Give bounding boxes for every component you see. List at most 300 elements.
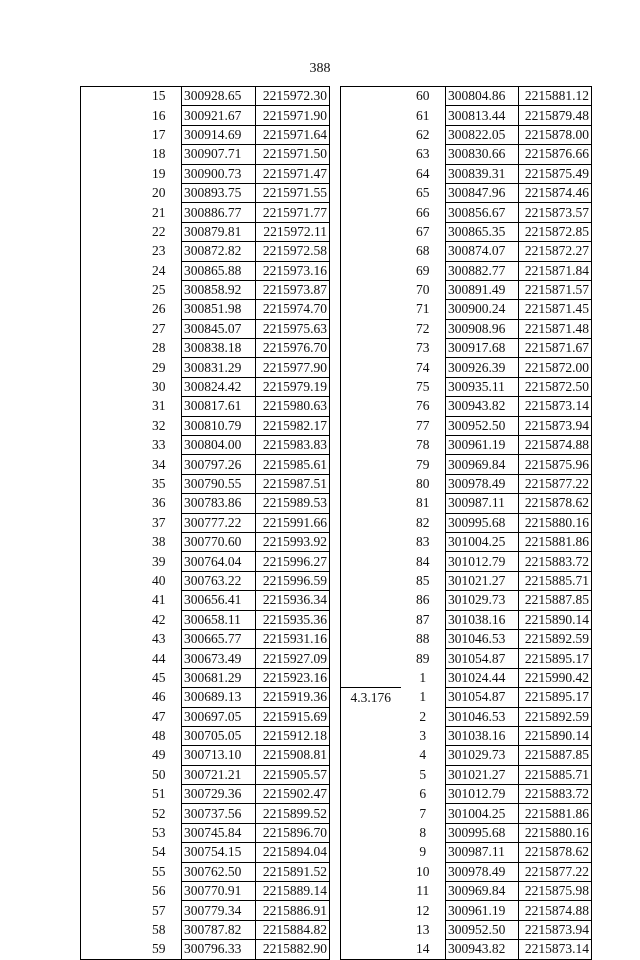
x-coordinate-cell: 300787.82 [182, 920, 256, 939]
y-coordinate-cell: 2215873.57 [519, 203, 592, 222]
section-label-cell [341, 843, 401, 862]
section-label-cell [81, 862, 137, 881]
section-label-cell [81, 571, 137, 590]
table-row [81, 804, 330, 823]
x-coordinate-cell: 300783.86 [182, 494, 256, 513]
table-row [341, 145, 592, 164]
section-label-cell [341, 183, 401, 202]
y-coordinate-cell: 2215991.66 [256, 513, 330, 532]
x-coordinate-cell: 300804.00 [182, 436, 256, 455]
point-number-cell: 21 [152, 204, 166, 220]
x-coordinate-cell: 300952.50 [446, 416, 519, 435]
point-number-cell: 80 [416, 476, 430, 491]
point-number-cell: 8 [419, 825, 427, 841]
section-label-cell [341, 242, 401, 261]
y-coordinate-cell: 2215971.50 [256, 145, 330, 164]
y-coordinate-cell: 2215876.66 [519, 145, 592, 164]
x-coordinate-cell: 300770.91 [182, 882, 256, 901]
section-label-cell [81, 688, 137, 707]
y-coordinate-cell: 2215878.00 [519, 125, 592, 144]
table-row [81, 726, 330, 745]
section-label-cell [341, 280, 401, 299]
section-label-cell [81, 940, 137, 959]
point-number-cell: 22 [152, 223, 166, 239]
x-coordinate-cell: 300914.69 [182, 125, 256, 144]
point-number-cell: 37 [152, 514, 166, 530]
x-coordinate-cell: 300874.07 [446, 242, 519, 261]
point-number-cell: 42 [152, 611, 166, 627]
x-coordinate-cell: 300926.39 [446, 358, 519, 377]
y-coordinate-cell: 2215877.22 [519, 862, 592, 881]
x-coordinate-cell: 300822.05 [446, 125, 519, 144]
x-coordinate-cell: 301054.87 [446, 688, 519, 707]
x-coordinate-cell: 301046.53 [446, 629, 519, 648]
x-coordinate-cell: 301038.16 [446, 610, 519, 629]
section-label-cell [341, 862, 401, 881]
y-coordinate-cell: 2215872.00 [519, 358, 592, 377]
point-number-cell: 1 [419, 689, 427, 705]
point-number-cell: 7 [419, 805, 427, 821]
table-row [81, 416, 330, 435]
x-coordinate-cell: 301054.87 [446, 649, 519, 668]
section-label-cell [81, 377, 137, 396]
point-number-cell: 6 [419, 786, 427, 802]
table-row [341, 164, 592, 183]
table-row [81, 591, 330, 610]
x-coordinate-cell: 300777.22 [182, 513, 256, 532]
point-number-cell: 49 [152, 747, 166, 763]
x-coordinate-cell: 300658.11 [182, 610, 256, 629]
section-label-cell [81, 843, 137, 862]
point-number-cell: 65 [416, 185, 430, 201]
y-coordinate-cell: 2215973.16 [256, 261, 330, 280]
y-coordinate-cell: 2215885.71 [519, 765, 592, 784]
table-row [341, 300, 592, 319]
table-row [81, 882, 330, 901]
point-number-cell: 73 [416, 340, 430, 356]
y-coordinate-cell: 2215983.83 [256, 436, 330, 455]
point-number-cell: 81 [416, 495, 430, 511]
x-coordinate-cell: 300907.71 [182, 145, 256, 164]
table-row [341, 571, 592, 590]
x-coordinate-cell: 300813.44 [446, 106, 519, 125]
x-coordinate-cell: 300838.18 [182, 339, 256, 358]
point-number-cell: 70 [416, 282, 430, 298]
section-label-cell [81, 455, 137, 474]
x-coordinate-cell: 300705.05 [182, 726, 256, 745]
point-number-cell: 54 [152, 844, 166, 860]
section-label-cell [341, 474, 401, 493]
point-number-cell: 16 [152, 107, 166, 123]
point-number-cell: 88 [416, 631, 430, 647]
y-coordinate-cell: 2215884.82 [256, 920, 330, 939]
section-label-cell: 4.3.176 [341, 688, 401, 707]
y-coordinate-cell: 2215890.14 [519, 726, 592, 745]
x-coordinate-cell: 300987.11 [446, 843, 519, 862]
y-coordinate-cell: 2215871.57 [519, 280, 592, 299]
x-coordinate-cell: 300893.75 [182, 183, 256, 202]
y-coordinate-cell: 2215923.16 [256, 668, 330, 687]
point-number-cell: 86 [416, 592, 430, 608]
y-coordinate-cell: 2215875.96 [519, 455, 592, 474]
section-label-cell [341, 823, 401, 842]
x-coordinate-cell: 300665.77 [182, 629, 256, 648]
y-coordinate-cell: 2215894.04 [256, 843, 330, 862]
y-coordinate-cell: 2215971.77 [256, 203, 330, 222]
x-coordinate-cell: 300790.55 [182, 474, 256, 493]
table-row [341, 668, 592, 687]
table-row [81, 397, 330, 416]
x-coordinate-cell: 300810.79 [182, 416, 256, 435]
point-number-cell: 35 [152, 476, 166, 491]
table-row [341, 377, 592, 396]
x-coordinate-cell: 301046.53 [446, 707, 519, 726]
y-coordinate-cell: 2215873.14 [519, 940, 592, 959]
x-coordinate-cell: 300796.33 [182, 940, 256, 959]
point-number-cell: 24 [152, 262, 166, 278]
x-coordinate-cell: 300764.04 [182, 552, 256, 571]
table-row [81, 649, 330, 668]
point-number-cell: 23 [152, 243, 166, 259]
y-coordinate-cell: 2215878.62 [519, 494, 592, 513]
x-coordinate-cell: 300943.82 [446, 940, 519, 959]
y-coordinate-cell: 2215989.53 [256, 494, 330, 513]
table-row [341, 552, 592, 571]
y-coordinate-cell: 2215871.48 [519, 319, 592, 338]
y-coordinate-cell: 2215972.30 [256, 87, 330, 106]
table-row [81, 668, 330, 687]
point-number-cell: 78 [416, 437, 430, 453]
y-coordinate-cell: 2215880.16 [519, 823, 592, 842]
table-row [81, 261, 330, 280]
section-label-cell [341, 397, 401, 416]
y-coordinate-cell: 2215927.09 [256, 649, 330, 668]
y-coordinate-cell: 2215881.86 [519, 532, 592, 551]
section-label-cell [341, 416, 401, 435]
y-coordinate-cell: 2215979.19 [256, 377, 330, 396]
section-label-cell [341, 106, 401, 125]
y-coordinate-cell: 2215874.46 [519, 183, 592, 202]
y-coordinate-cell: 2215974.70 [256, 300, 330, 319]
point-number-cell: 85 [416, 572, 430, 588]
table-row [81, 183, 330, 202]
section-label-cell [81, 280, 137, 299]
point-number-cell: 45 [152, 669, 166, 685]
x-coordinate-cell: 301029.73 [446, 591, 519, 610]
x-coordinate-cell: 300900.24 [446, 300, 519, 319]
section-label-cell [341, 707, 401, 726]
y-coordinate-cell: 2215896.70 [256, 823, 330, 842]
y-coordinate-cell: 2215980.63 [256, 397, 330, 416]
y-coordinate-cell: 2215871.67 [519, 339, 592, 358]
table-row [81, 765, 330, 784]
table-row [341, 125, 592, 144]
section-label-cell [341, 591, 401, 610]
section-label-cell [81, 358, 137, 377]
x-coordinate-cell: 300879.81 [182, 222, 256, 241]
section-label-cell [341, 552, 401, 571]
y-coordinate-cell: 2215875.98 [519, 882, 592, 901]
x-coordinate-cell: 300673.49 [182, 649, 256, 668]
y-coordinate-cell: 2215895.17 [519, 649, 592, 668]
x-coordinate-cell: 300886.77 [182, 203, 256, 222]
y-coordinate-cell: 2215971.64 [256, 125, 330, 144]
table-row [81, 920, 330, 939]
table-row [341, 610, 592, 629]
section-label-cell [341, 765, 401, 784]
x-coordinate-cell: 300969.84 [446, 455, 519, 474]
section-label-cell [81, 203, 137, 222]
section-label-cell [341, 164, 401, 183]
table-row [341, 106, 592, 125]
x-coordinate-cell: 300681.29 [182, 668, 256, 687]
x-coordinate-cell: 300900.73 [182, 164, 256, 183]
point-number-cell: 2 [419, 708, 427, 724]
section-label-cell [341, 610, 401, 629]
y-coordinate-cell: 2215889.14 [256, 882, 330, 901]
right-coordinate-table [340, 86, 592, 960]
point-number-cell: 82 [416, 514, 430, 530]
point-number-cell: 28 [152, 340, 166, 356]
x-coordinate-cell: 300978.49 [446, 474, 519, 493]
section-label-cell [341, 203, 401, 222]
section-label-cell [341, 746, 401, 765]
section-label-cell [81, 804, 137, 823]
point-number-cell: 84 [416, 553, 430, 569]
table-row [81, 843, 330, 862]
table-row [341, 358, 592, 377]
point-number-cell: 15 [137, 87, 182, 106]
section-label-cell [81, 300, 137, 319]
section-label-cell [81, 339, 137, 358]
page-number: 388 [309, 61, 331, 76]
x-coordinate-cell: 301038.16 [446, 726, 519, 745]
x-coordinate-cell: 300729.36 [182, 785, 256, 804]
x-coordinate-cell: 300943.82 [446, 397, 519, 416]
point-number-cell: 61 [416, 107, 430, 123]
section-label-cell [81, 416, 137, 435]
y-coordinate-cell: 2215905.57 [256, 765, 330, 784]
x-coordinate-cell: 301021.27 [446, 571, 519, 590]
point-number-cell: 44 [152, 650, 166, 666]
section-label-cell [341, 319, 401, 338]
point-number-cell: 33 [152, 437, 166, 453]
point-number-cell: 1 [419, 669, 427, 685]
y-coordinate-cell: 2215872.85 [519, 222, 592, 241]
y-coordinate-cell: 2215874.88 [519, 901, 592, 920]
x-coordinate-cell: 300817.61 [182, 397, 256, 416]
x-coordinate-cell: 300797.26 [182, 455, 256, 474]
x-coordinate-cell: 301012.79 [446, 785, 519, 804]
y-coordinate-cell: 2215973.87 [256, 280, 330, 299]
point-number-cell: 69 [416, 262, 430, 278]
point-number-cell: 66 [416, 204, 430, 220]
x-coordinate-cell: 300978.49 [446, 862, 519, 881]
y-coordinate-cell: 2215879.48 [519, 106, 592, 125]
x-coordinate-cell: 300745.84 [182, 823, 256, 842]
x-coordinate-cell: 300908.96 [446, 319, 519, 338]
section-label-cell [341, 668, 401, 687]
section-label-cell [81, 629, 137, 648]
table-row [81, 610, 330, 629]
x-coordinate-cell: 300969.84 [446, 882, 519, 901]
x-coordinate-cell: 301029.73 [446, 746, 519, 765]
table-row [341, 707, 592, 726]
table-row [81, 707, 330, 726]
table-row [81, 455, 330, 474]
point-number-cell: 20 [152, 185, 166, 201]
table-row [341, 823, 592, 842]
table-row [341, 87, 592, 106]
table-row [341, 804, 592, 823]
x-coordinate-cell: 300882.77 [446, 261, 519, 280]
table-row [341, 746, 592, 765]
x-coordinate-cell: 300928.65 [182, 87, 256, 106]
table-row [341, 494, 592, 513]
section-label-cell [341, 358, 401, 377]
section-label-cell [341, 920, 401, 939]
section-label-cell [81, 494, 137, 513]
section-label-cell [341, 145, 401, 164]
x-coordinate-cell: 300995.68 [446, 513, 519, 532]
y-coordinate-cell: 2215971.90 [256, 106, 330, 125]
point-number-cell: 72 [416, 320, 430, 336]
x-coordinate-cell: 300721.21 [182, 765, 256, 784]
x-coordinate-cell: 300865.35 [446, 222, 519, 241]
point-number-cell: 63 [416, 146, 430, 162]
y-coordinate-cell: 2215908.81 [256, 746, 330, 765]
table-row [81, 474, 330, 493]
point-number-cell: 52 [152, 805, 166, 821]
y-coordinate-cell: 2215880.16 [519, 513, 592, 532]
section-label-cell [341, 629, 401, 648]
table-row [81, 145, 330, 164]
x-coordinate-cell: 300921.67 [182, 106, 256, 125]
table-row [341, 242, 592, 261]
point-number-cell: 62 [416, 126, 430, 142]
section-label-cell [81, 920, 137, 939]
x-coordinate-cell: 300858.92 [182, 280, 256, 299]
table-row [341, 862, 592, 881]
table-row [341, 843, 592, 862]
point-number-cell: 55 [152, 863, 166, 879]
y-coordinate-cell: 2215977.90 [256, 358, 330, 377]
table-row [81, 242, 330, 261]
section-label-cell [81, 474, 137, 493]
y-coordinate-cell: 2215875.49 [519, 164, 592, 183]
table-row [81, 552, 330, 571]
x-coordinate-cell: 300697.05 [182, 707, 256, 726]
x-coordinate-cell: 300804.86 [446, 87, 519, 106]
x-coordinate-cell: 300917.68 [446, 339, 519, 358]
table-row [81, 358, 330, 377]
y-coordinate-cell: 2215895.17 [519, 688, 592, 707]
x-coordinate-cell: 300961.19 [446, 901, 519, 920]
x-coordinate-cell: 300689.13 [182, 688, 256, 707]
y-coordinate-cell: 2215871.45 [519, 300, 592, 319]
point-number-cell: 77 [416, 417, 430, 433]
table-row [81, 436, 330, 455]
y-coordinate-cell: 2215993.92 [256, 532, 330, 551]
point-number-cell: 50 [152, 766, 166, 782]
point-number-cell: 30 [152, 379, 166, 395]
point-number-cell: 17 [152, 126, 166, 142]
point-number-cell: 57 [152, 902, 166, 918]
table-row [81, 862, 330, 881]
section-label-cell [341, 901, 401, 920]
point-number-cell: 38 [152, 534, 166, 550]
y-coordinate-cell: 2215931.16 [256, 629, 330, 648]
x-coordinate-cell: 300656.41 [182, 591, 256, 610]
section-label-cell [341, 494, 401, 513]
x-coordinate-cell: 301004.25 [446, 532, 519, 551]
y-coordinate-cell: 2215883.72 [519, 785, 592, 804]
y-coordinate-cell: 2215985.61 [256, 455, 330, 474]
x-coordinate-cell: 300762.50 [182, 862, 256, 881]
section-label-cell [81, 668, 137, 687]
section-label-cell [341, 87, 401, 106]
section-label-cell [81, 87, 137, 106]
section-label-cell [81, 436, 137, 455]
section-label-cell [341, 785, 401, 804]
y-coordinate-cell: 2215872.50 [519, 377, 592, 396]
x-coordinate-cell: 300770.60 [182, 532, 256, 551]
point-number-cell: 46 [152, 689, 166, 705]
y-coordinate-cell: 2215915.69 [256, 707, 330, 726]
table-row [81, 532, 330, 551]
table-row [81, 203, 330, 222]
section-label-cell [81, 765, 137, 784]
x-coordinate-cell: 300713.10 [182, 746, 256, 765]
point-number-cell: 11 [416, 883, 430, 899]
table-row [81, 494, 330, 513]
y-coordinate-cell: 2215890.14 [519, 610, 592, 629]
point-number-cell: 58 [152, 921, 166, 937]
y-coordinate-cell: 2215971.55 [256, 183, 330, 202]
point-number-cell: 13 [416, 921, 430, 937]
point-number-cell: 53 [152, 825, 166, 841]
section-label-cell [81, 106, 137, 125]
point-number-cell: 89 [416, 650, 430, 666]
table-row [341, 455, 592, 474]
y-coordinate-cell: 2215873.14 [519, 397, 592, 416]
section-label-cell [341, 804, 401, 823]
table-row [81, 87, 330, 106]
point-number-cell: 79 [416, 456, 430, 472]
table-row [341, 940, 592, 959]
x-coordinate-cell: 300831.29 [182, 358, 256, 377]
y-coordinate-cell: 2215971.47 [256, 164, 330, 183]
table-row [341, 319, 592, 338]
y-coordinate-cell: 2215877.22 [519, 474, 592, 493]
section-label-cell [341, 125, 401, 144]
table-row [341, 339, 592, 358]
section-label-cell [81, 726, 137, 745]
table-row [341, 688, 592, 707]
y-coordinate-cell: 2215912.18 [256, 726, 330, 745]
section-label-cell [81, 397, 137, 416]
section-label-cell [81, 145, 137, 164]
y-coordinate-cell: 2215996.27 [256, 552, 330, 571]
point-number-cell: 74 [416, 359, 430, 375]
x-coordinate-cell: 300763.22 [182, 571, 256, 590]
section-label-cell [81, 164, 137, 183]
y-coordinate-cell: 2215987.51 [256, 474, 330, 493]
section-label-cell [341, 571, 401, 590]
table-row [341, 222, 592, 241]
y-coordinate-cell: 2215899.52 [256, 804, 330, 823]
point-number-cell: 47 [152, 708, 166, 724]
